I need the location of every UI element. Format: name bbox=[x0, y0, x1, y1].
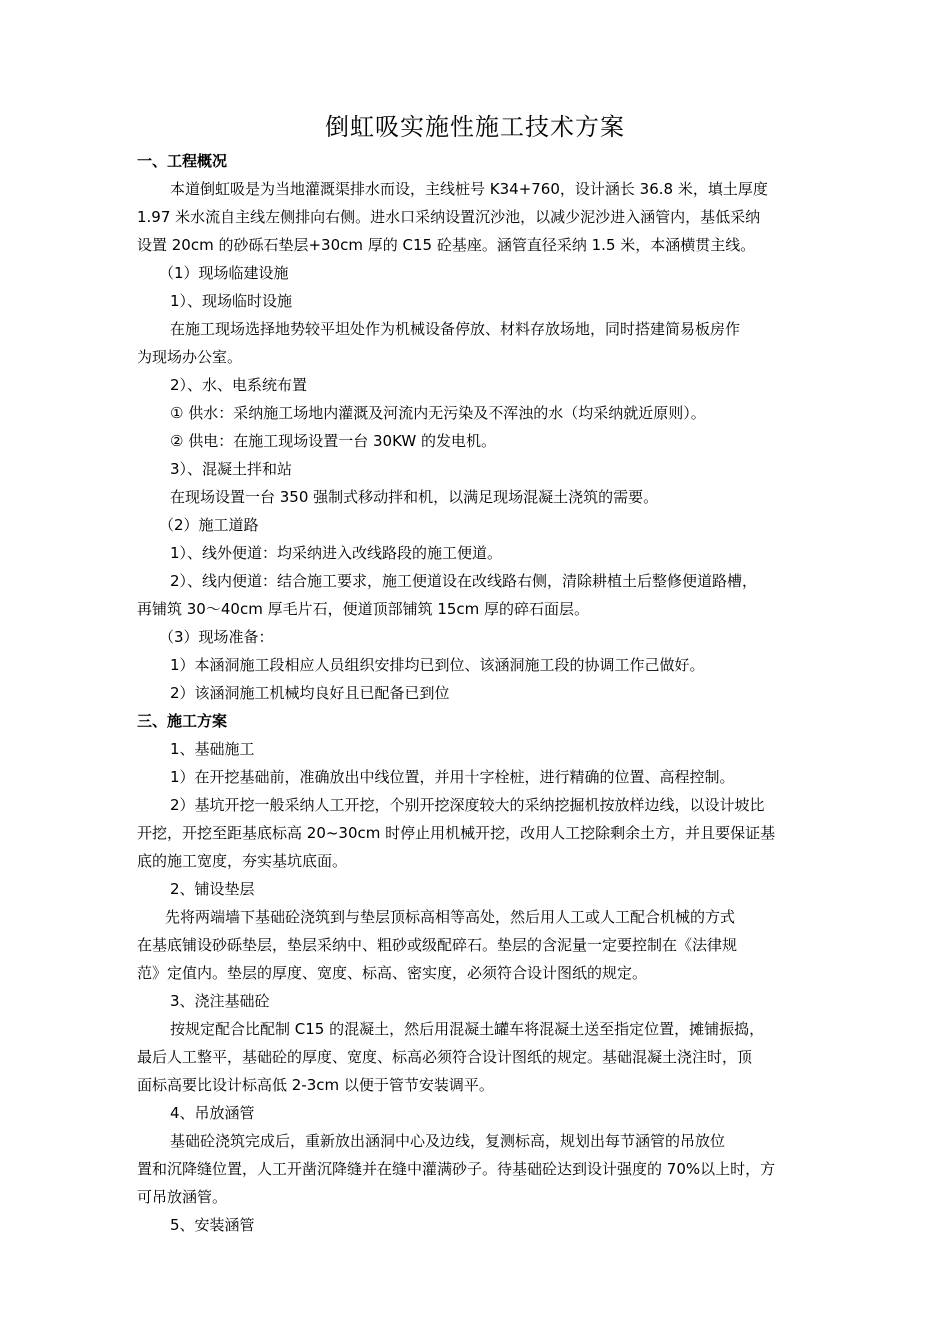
paragraph-line: 在现场设置一台 350 强制式移动拌和机，以满足现场混凝土浇筑的需要。 bbox=[170, 488, 659, 506]
subsection-heading: 5、安装涵管 bbox=[170, 1216, 255, 1234]
paragraph-line: 1.97 米水流自主线左侧排向右侧。进水口采纳设置沉沙池，以减少泥沙进入涵管内，基低采纳 bbox=[137, 208, 761, 226]
subsection-heading: 2）、水、电系统布置 bbox=[170, 376, 308, 394]
paragraph-line: 2）基坑开挖一般采纳人工开挖，个别开挖深度较大的采纳挖掘机按放样边线，以设计坡比 bbox=[170, 796, 765, 814]
subsection-heading: （1）现场临建设施 bbox=[159, 264, 289, 282]
paragraph-line: 面标高要比设计标高低 2-3cm 以便于管节安装调平。 bbox=[137, 1076, 494, 1094]
paragraph-line: 可吊放涵管。 bbox=[137, 1188, 228, 1206]
subsection-heading: 3、浇注基础砼 bbox=[170, 992, 270, 1010]
paragraph-line: 先将两端墙下基础砼浇筑到与垫层顶标高相等高处，然后用人工或人工配合机械的方式 bbox=[165, 908, 736, 926]
paragraph-line: ① 供水：采纳施工场地内灌溉及河流内无污染及不浑浊的水（均采纳就近原则）。 bbox=[170, 404, 706, 422]
paragraph-line: 本道倒虹吸是为当地灌溉渠排水而设，主线桩号 K34+760，设计涵长 36.8 米，填土厚度 bbox=[170, 180, 768, 198]
section-heading-construction-plan: 三、施工方案 bbox=[137, 712, 228, 730]
paragraph-line: 2）、线内便道：结合施工要求，施工便道设在改线路右侧，清除耕植土后整修便道路槽， bbox=[170, 572, 758, 590]
subsection-heading: 3）、混凝土拌和站 bbox=[170, 460, 293, 478]
subsection-heading: （2）施工道路 bbox=[159, 516, 259, 534]
paragraph-line: 1）本涵洞施工段相应人员组织安排均已到位、该涵洞施工段的协调工作己做好。 bbox=[170, 656, 705, 674]
paragraph-line: 再铺筑 30～40cm 厚毛片石，便道顶部铺筑 15cm 厚的碎石面层。 bbox=[137, 600, 590, 618]
paragraph-line: 2）该涵洞施工机械均良好且已配备已到位 bbox=[170, 684, 450, 702]
subsection-heading: 1）、现场临时设施 bbox=[170, 292, 293, 310]
paragraph-line: 为现场办公室。 bbox=[137, 348, 243, 366]
paragraph-line: 开挖，开挖至距基底标高 20~30cm 时停止用机械开挖，改用人工挖除剩余土方，并且要保证基 bbox=[137, 824, 776, 842]
paragraph-line: 设置 20cm 的砂砾石垫层+30cm 厚的 C15 砼基座。涵管直径采纳 1.5 米，本涵横贯主线。 bbox=[137, 236, 756, 254]
paragraph-line: 最后人工整平，基础砼的厚度、宽度、标高必须符合设计图纸的规定。基础混凝土浇注时，顶 bbox=[137, 1048, 753, 1066]
paragraph-line: 1）在开挖基础前，准确放出中线位置，并用十字栓桩，进行精确的位置、高程控制。 bbox=[170, 768, 735, 786]
subsection-heading: 1、基础施工 bbox=[170, 740, 255, 758]
section-heading-project-overview: 一、工程概况 bbox=[137, 152, 228, 170]
subsection-heading: 4、吊放涵管 bbox=[170, 1104, 255, 1122]
paragraph-line: 1）、线外便道：均采纳进入改线路段的施工便道。 bbox=[170, 544, 503, 562]
subsection-heading: 2、铺设垫层 bbox=[170, 880, 255, 898]
paragraph-line: 在施工现场选择地势较平坦处作为机械设备停放、材料存放场地，同时搭建简易板房作 bbox=[170, 320, 741, 338]
paragraph-line: ② 供电：在施工现场设置一台 30KW 的发电机。 bbox=[170, 432, 496, 450]
document-title: 倒虹吸实施性施工技术方案 bbox=[325, 113, 625, 141]
paragraph-line: 置和沉降缝位置，人工开凿沉降缝并在缝中灌满砂子。待基础砼达到设计强度的 70%以上时，方 bbox=[137, 1160, 776, 1178]
paragraph-line: 按规定配合比配制 C15 的混凝土，然后用混凝土罐车将混凝土送至指定位置，摊铺振捣， bbox=[170, 1020, 765, 1038]
paragraph-line: 底的施工宽度，夯实基坑底面。 bbox=[137, 852, 348, 870]
paragraph-line: 基础砼浇筑完成后，重新放出涵洞中心及边线，复测标高，规划出每节涵管的吊放位 bbox=[170, 1132, 726, 1150]
paragraph-line: 范》定值内。垫层的厚度、宽度、标高、密实度，必须符合设计图纸的规定。 bbox=[137, 964, 648, 982]
subsection-heading: （3）现场准备： bbox=[159, 628, 274, 646]
paragraph-line: 在基底铺设砂砾垫层，垫层采纳中、粗砂或级配碎石。垫层的含泥量一定要控制在《法律规 bbox=[137, 936, 738, 954]
